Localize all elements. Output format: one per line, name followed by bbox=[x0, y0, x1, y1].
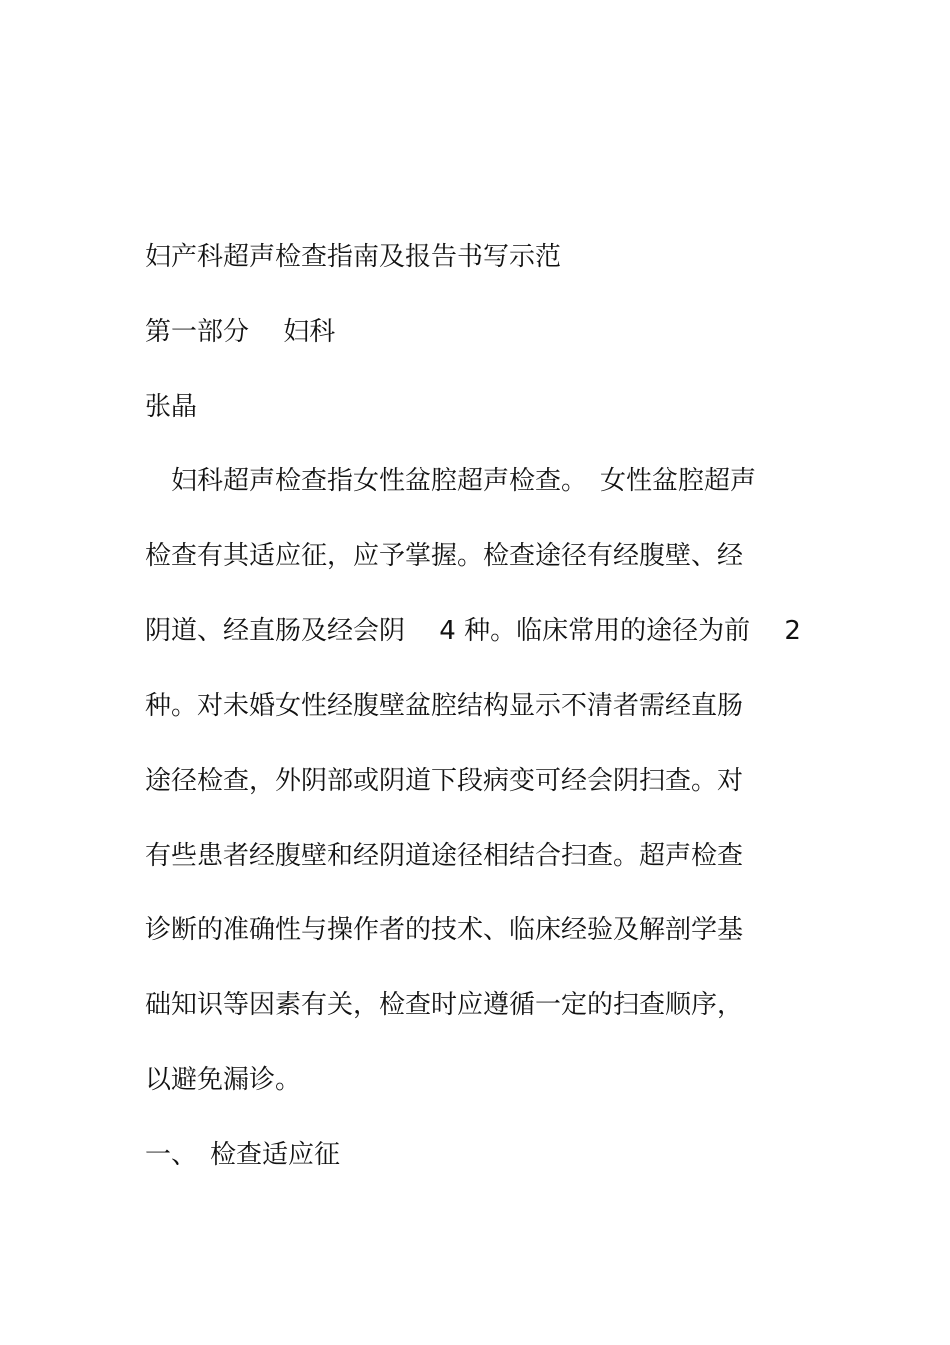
part-heading: 第一部分 妇科 bbox=[145, 317, 336, 347]
paragraph-line: 妇科超声检查指女性盆腔超声检查。 女性盆腔超声 bbox=[145, 466, 757, 496]
paragraph-line: 诊断的准确性与操作者的技术、临床经验及解剖学基 bbox=[145, 915, 744, 945]
paragraph-line: 阴道、经直肠及经会阴 4 种。临床常用的途径为前 2 bbox=[145, 616, 801, 646]
section-heading: 一、 检查适应征 bbox=[145, 1140, 341, 1170]
paragraph-line: 检查有其适应征，应予掌握。检查途径有经腹壁、经 bbox=[145, 541, 744, 571]
author-name: 张晶 bbox=[145, 392, 198, 422]
paragraph-line: 有些患者经腹壁和经阴道途径相结合扫查。超声检查 bbox=[145, 841, 744, 871]
paragraph-line: 途径检查，外阴部或阴道下段病变可经会阴扫查。对 bbox=[145, 766, 744, 796]
paragraph-line: 础知识等因素有关，检查时应遵循一定的扫查顺序， bbox=[145, 990, 744, 1020]
document-title: 妇产科超声检查指南及报告书写示范 bbox=[145, 242, 562, 272]
paragraph-line: 种。对未婚女性经腹壁盆腔结构显示不清者需经直肠 bbox=[145, 691, 744, 721]
paragraph-line: 以避免漏诊。 bbox=[145, 1065, 302, 1095]
